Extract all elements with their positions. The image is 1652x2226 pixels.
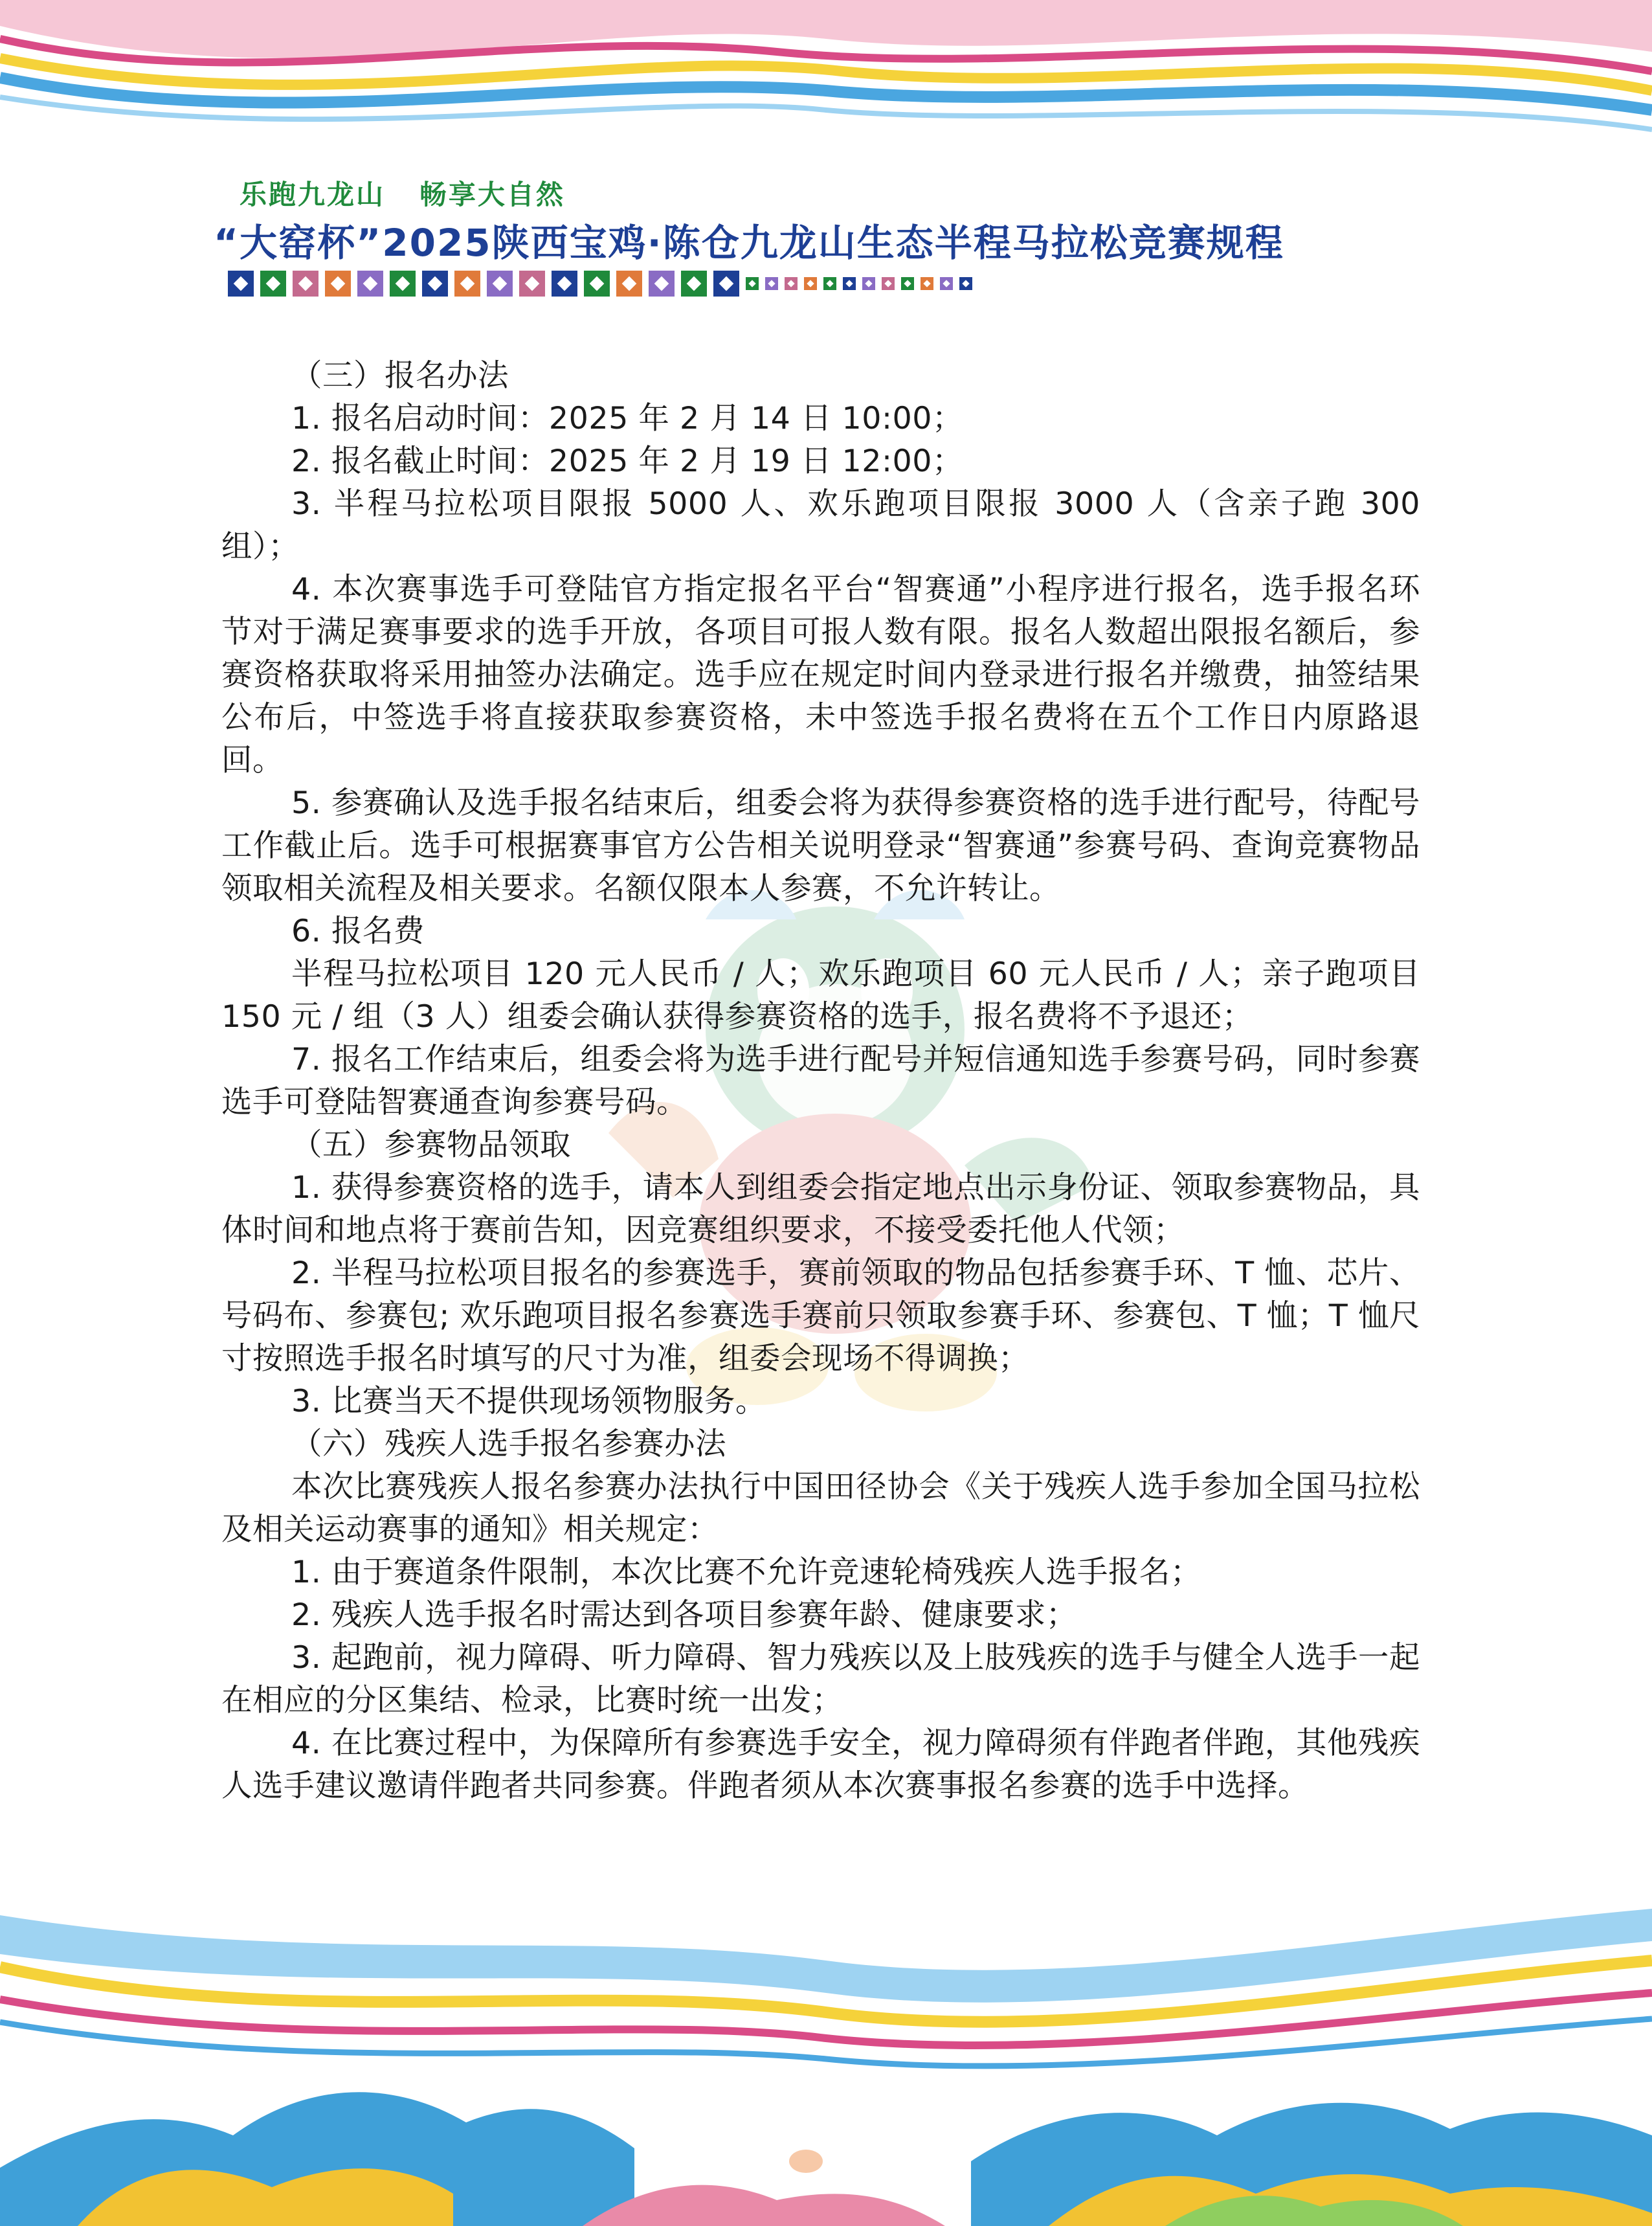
pattern-tile-small (843, 277, 856, 290)
bottom-ribbon-decoration (0, 1889, 1652, 2226)
pattern-tile (616, 271, 642, 297)
pattern-tile (260, 271, 286, 297)
pattern-tile-small (959, 277, 972, 290)
pattern-tile (681, 271, 707, 297)
top-ribbon-decoration (0, 0, 1652, 149)
paragraph: 4. 本次赛事选手可登陆官方指定报名平台“智赛通”小程序进行报名，选手报名环节对于满足赛事要求的选手开放，各项目可报人数有限。报名人数超出限报名额后，参赛资格获取将采用抽签办法确定。选手应在规定时间内登录进行报名并缴费，抽签结果公布后，中签选手将直接获取参赛资格，未中签选手报名费将在五个工作日内原路退回。 (221, 572, 1420, 778)
pattern-tile-small (901, 277, 914, 290)
pattern-tile-small (746, 277, 759, 290)
paragraph: 2. 半程马拉松项目报名的参赛选手，赛前领取的物品包括参赛手环、T 恤、芯片、号码布、参赛包; 欢乐跑项目报名参赛选手赛前只领取参赛手环、参赛包、T 恤；T 恤尺寸按照选手报名时填写的尺寸为准，组委会现场不得调换； (221, 1255, 1420, 1377)
pattern-tile (487, 271, 513, 297)
paragraph: 3. 半程马拉松项目限报 5000 人、欢乐跑项目限报 3000 人（含亲子跑 300 组）； (221, 486, 1420, 565)
pattern-tile (454, 271, 480, 297)
paragraph: 3. 比赛当天不提供现场领物服务。 (291, 1384, 766, 1419)
pattern-tile-small (765, 277, 778, 290)
pattern-tile-small (804, 277, 817, 290)
pattern-tile (325, 271, 351, 297)
pattern-tile (228, 271, 254, 297)
paragraph: 4. 在比赛过程中，为保障所有参赛选手安全，视力障碍须有伴跑者伴跑，其他残疾人选手建议邀请伴跑者共同参赛。伴跑者须从本次赛事报名参赛的选手中选择。 (221, 1726, 1420, 1804)
pattern-tile (293, 271, 318, 297)
paragraph: 2. 残疾人选手报名时需达到各项目参赛年龄、健康要求； (291, 1597, 1077, 1633)
pattern-tile-small (823, 277, 836, 290)
paragraph: （五）参赛物品领取 (291, 1127, 571, 1163)
paragraph: （三）报名办法 (291, 358, 509, 394)
paragraph: 1. 报名启动时间：2025 年 2 月 14 日 10:00； (291, 401, 963, 436)
pattern-tile (357, 271, 383, 297)
pattern-tile (552, 271, 577, 297)
pattern-tile (649, 271, 675, 297)
paragraph: 3. 起跑前，视力障碍、听力障碍、智力残疾以及上肢残疾的选手与健全人选手一起在相应的分区集结、检录，比赛时统一出发； (221, 1640, 1420, 1718)
pattern-tile (584, 271, 610, 297)
paragraph: 半程马拉松项目 120 元人民币 / 人；欢乐跑项目 60 元人民币 / 人；亲子跑项目 150 元 / 组（3 人）组委会确认获得参赛资格的选手，报名费将不予退还； (221, 956, 1420, 1035)
pattern-tile (422, 271, 448, 297)
paragraph: 1. 获得参赛资格的选手，请本人到组委会指定地点出示身份证、领取参赛物品，具体时间和地点将于赛前告知，因竞赛组织要求，不接受委托他人代领； (221, 1170, 1420, 1248)
event-slogan: 乐跑九龙山 畅享大自然 (240, 179, 565, 210)
paragraph: 本次比赛残疾人报名参赛办法执行中国田径协会《关于残疾人选手参加全国马拉松及相关运动赛事的通知》相关规定： (221, 1469, 1420, 1547)
paragraph: （六）残疾人选手报名参赛办法 (291, 1426, 726, 1462)
pattern-tile-small (785, 277, 798, 290)
regulations-body (221, 355, 1420, 1808)
decorative-pattern-strip (228, 271, 972, 297)
page-title: “大窑杯”2025陕西宝鸡·陈仓九龙山生态半程马拉松竞赛规程 (214, 221, 1284, 265)
paragraph: 5. 参赛确认及选手报名结束后，组委会将为获得参赛资格的选手进行配号，待配号工作截止后。选手可根据赛事官方公告相关说明登录“智赛通”参赛号码、查询竞赛物品领取相关流程及相关要求。名额仅限本人参赛，不允许转让。 (221, 785, 1420, 906)
paragraph: 2. 报名截止时间：2025 年 2 月 19 日 12:00； (291, 444, 963, 479)
paragraph: 6. 报名费 (291, 914, 425, 949)
pattern-tile-small (882, 277, 895, 290)
pattern-tile-small (940, 277, 953, 290)
paragraph: 1. 由于赛道条件限制，本次比赛不允许竞速轮椅残疾人选手报名； (291, 1555, 1201, 1590)
pattern-tile (390, 271, 416, 297)
pattern-tile (519, 271, 545, 297)
pattern-tile-small (921, 277, 933, 290)
pattern-tile (713, 271, 739, 297)
paragraph: 7. 报名工作结束后，组委会将为选手进行配号并短信通知选手参赛号码，同时参赛选手可登陆智赛通查询参赛号码。 (221, 1042, 1420, 1120)
pattern-tile-small (862, 277, 875, 290)
